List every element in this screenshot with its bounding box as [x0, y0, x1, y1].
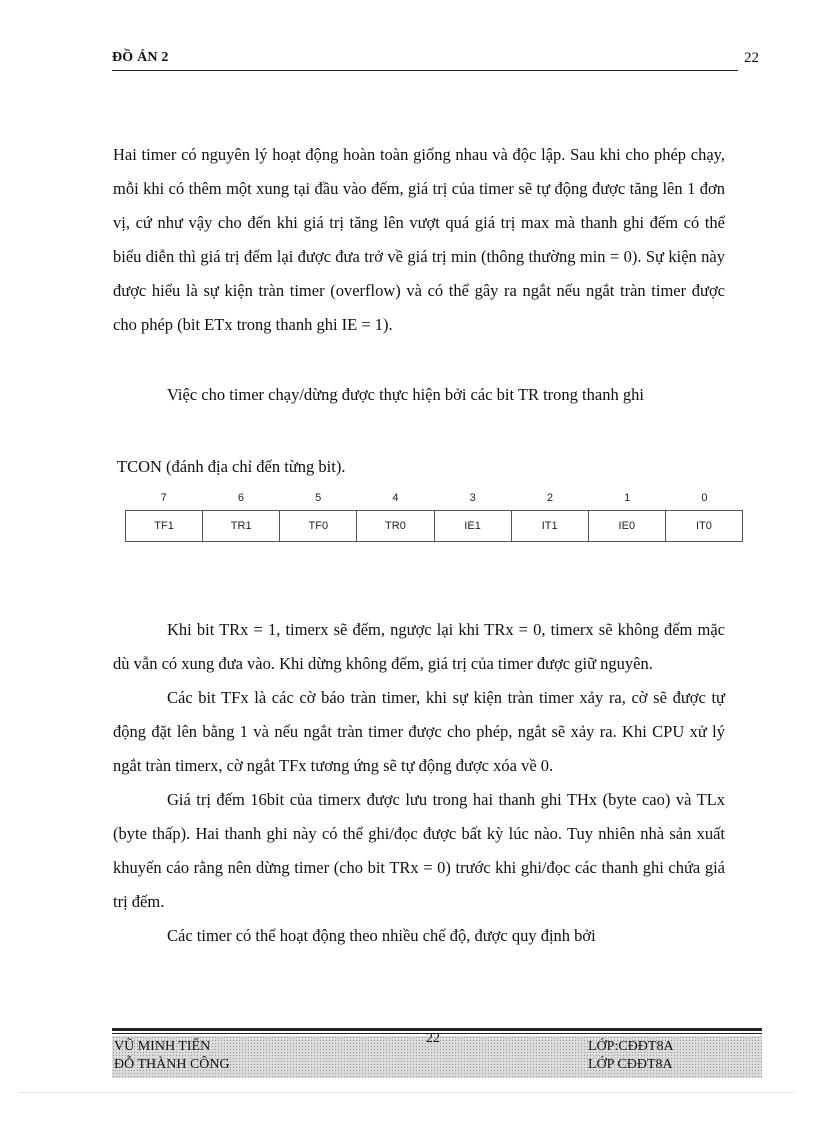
footer-class-2: LỚP CĐĐT8A [588, 1057, 673, 1072]
bit-name-cell: IT0 [665, 511, 742, 541]
bit-number: 7 [160, 492, 167, 504]
tcon-register-table [125, 486, 743, 542]
page-header [112, 48, 762, 70]
bit-number-row [125, 486, 743, 510]
header-page-number: 22 [744, 50, 759, 66]
bit-name-cell: TR0 [356, 511, 433, 541]
header-title: ĐỒ ÁN 2 [112, 50, 169, 65]
bit-number: 3 [469, 492, 476, 504]
bit-number: 4 [392, 492, 399, 504]
bit-name-cell: TF0 [279, 511, 356, 541]
footer-page-number: 22 [426, 1031, 440, 1046]
paragraph-16bit: Giá trị đếm 16bit của timerx được lưu trong hai thanh ghi THx (byte cao) và TLx (byte thấp). Hai thanh ghi này có thể ghi/đọc được bất kỳ lúc nào. Tuy nhiên nhà sản xuất khuyến cáo rằng nên dừng timer (cho bit TRx = 0) trước khi ghi/đọc các thanh ghi chứa giá trị đếm. [113, 790, 725, 911]
bit-number: 0 [701, 492, 708, 504]
bit-name-cell: IE1 [434, 511, 511, 541]
body-paragraph-1 [113, 138, 725, 342]
paragraph-text: Việc cho timer chạy/dừng được thực hiện bởi các bit TR trong thanh ghi [167, 385, 644, 404]
body-paragraph-2 [167, 378, 739, 412]
footer-class-1: LỚP:CĐĐT8A [588, 1039, 674, 1054]
page-bottom-border [20, 1092, 796, 1093]
paragraph-modes: Các timer có thể hoạt động theo nhiều chế độ, được quy định bởi [167, 926, 596, 945]
bit-number: 2 [546, 492, 553, 504]
bit-number: 6 [237, 492, 244, 504]
bit-name-cell: TF1 [154, 520, 174, 532]
bit-name-cell: TR1 [202, 511, 279, 541]
header-divider [112, 70, 738, 71]
bit-number: 1 [624, 492, 631, 504]
footer-author-1: VŨ MINH TIẾN [114, 1039, 211, 1054]
paragraph-text: Hai timer có nguyên lý hoạt động hoàn toàn giống nhau và độc lập. Sau khi cho phép chạy, mỗi khi có thêm một xung tại đầu vào đếm, giá trị của timer sẽ tự động được tăng lên 1 đơn vị, cứ như vậy cho đến khi giá trị tăng lên vượt quá giá trị max mà thanh ghi đếm có thể biểu diễn thì giá trị đếm lại được đưa trở về giá trị min (thông thường min = 0). Sự kiện này được hiểu là sự kiện tràn timer (overflow) và có thể gây ra ngắt nếu ngắt tràn timer được cho phép (bit ETx trong thanh ghi IE = 1). [113, 145, 725, 334]
paragraph-trx: Khi bit TRx = 1, timerx sẽ đếm, ngược lại khi TRx = 0, timerx sẽ không đếm mặc dù vẫn có xung đưa vào. Khi dừng không đếm, giá trị của timer được giữ nguyên. [113, 620, 725, 673]
bit-number: 5 [315, 492, 322, 504]
page-footer [112, 1031, 762, 1078]
bit-name-row [125, 510, 743, 542]
paragraph-text: TCON (đánh địa chỉ đến từng bit). [117, 457, 346, 476]
body-text-lower [113, 613, 725, 953]
paragraph-tfx: Các bit TFx là các cờ báo tràn timer, khi sự kiện tràn timer xảy ra, cờ sẽ được tự động đặt lên bằng 1 và nếu ngắt tràn timer được cho phép, ngắt sẽ xảy ra. Khi CPU xử lý ngắt tràn timerx, cờ ngắt TFx tương ứng sẽ tự động được xóa về 0. [113, 688, 725, 775]
footer-author-2: ĐỖ THÀNH CÔNG [114, 1057, 230, 1072]
bit-name-cell: IE0 [588, 511, 665, 541]
bit-name-cell: IT1 [511, 511, 588, 541]
body-paragraph-3 [117, 450, 517, 484]
